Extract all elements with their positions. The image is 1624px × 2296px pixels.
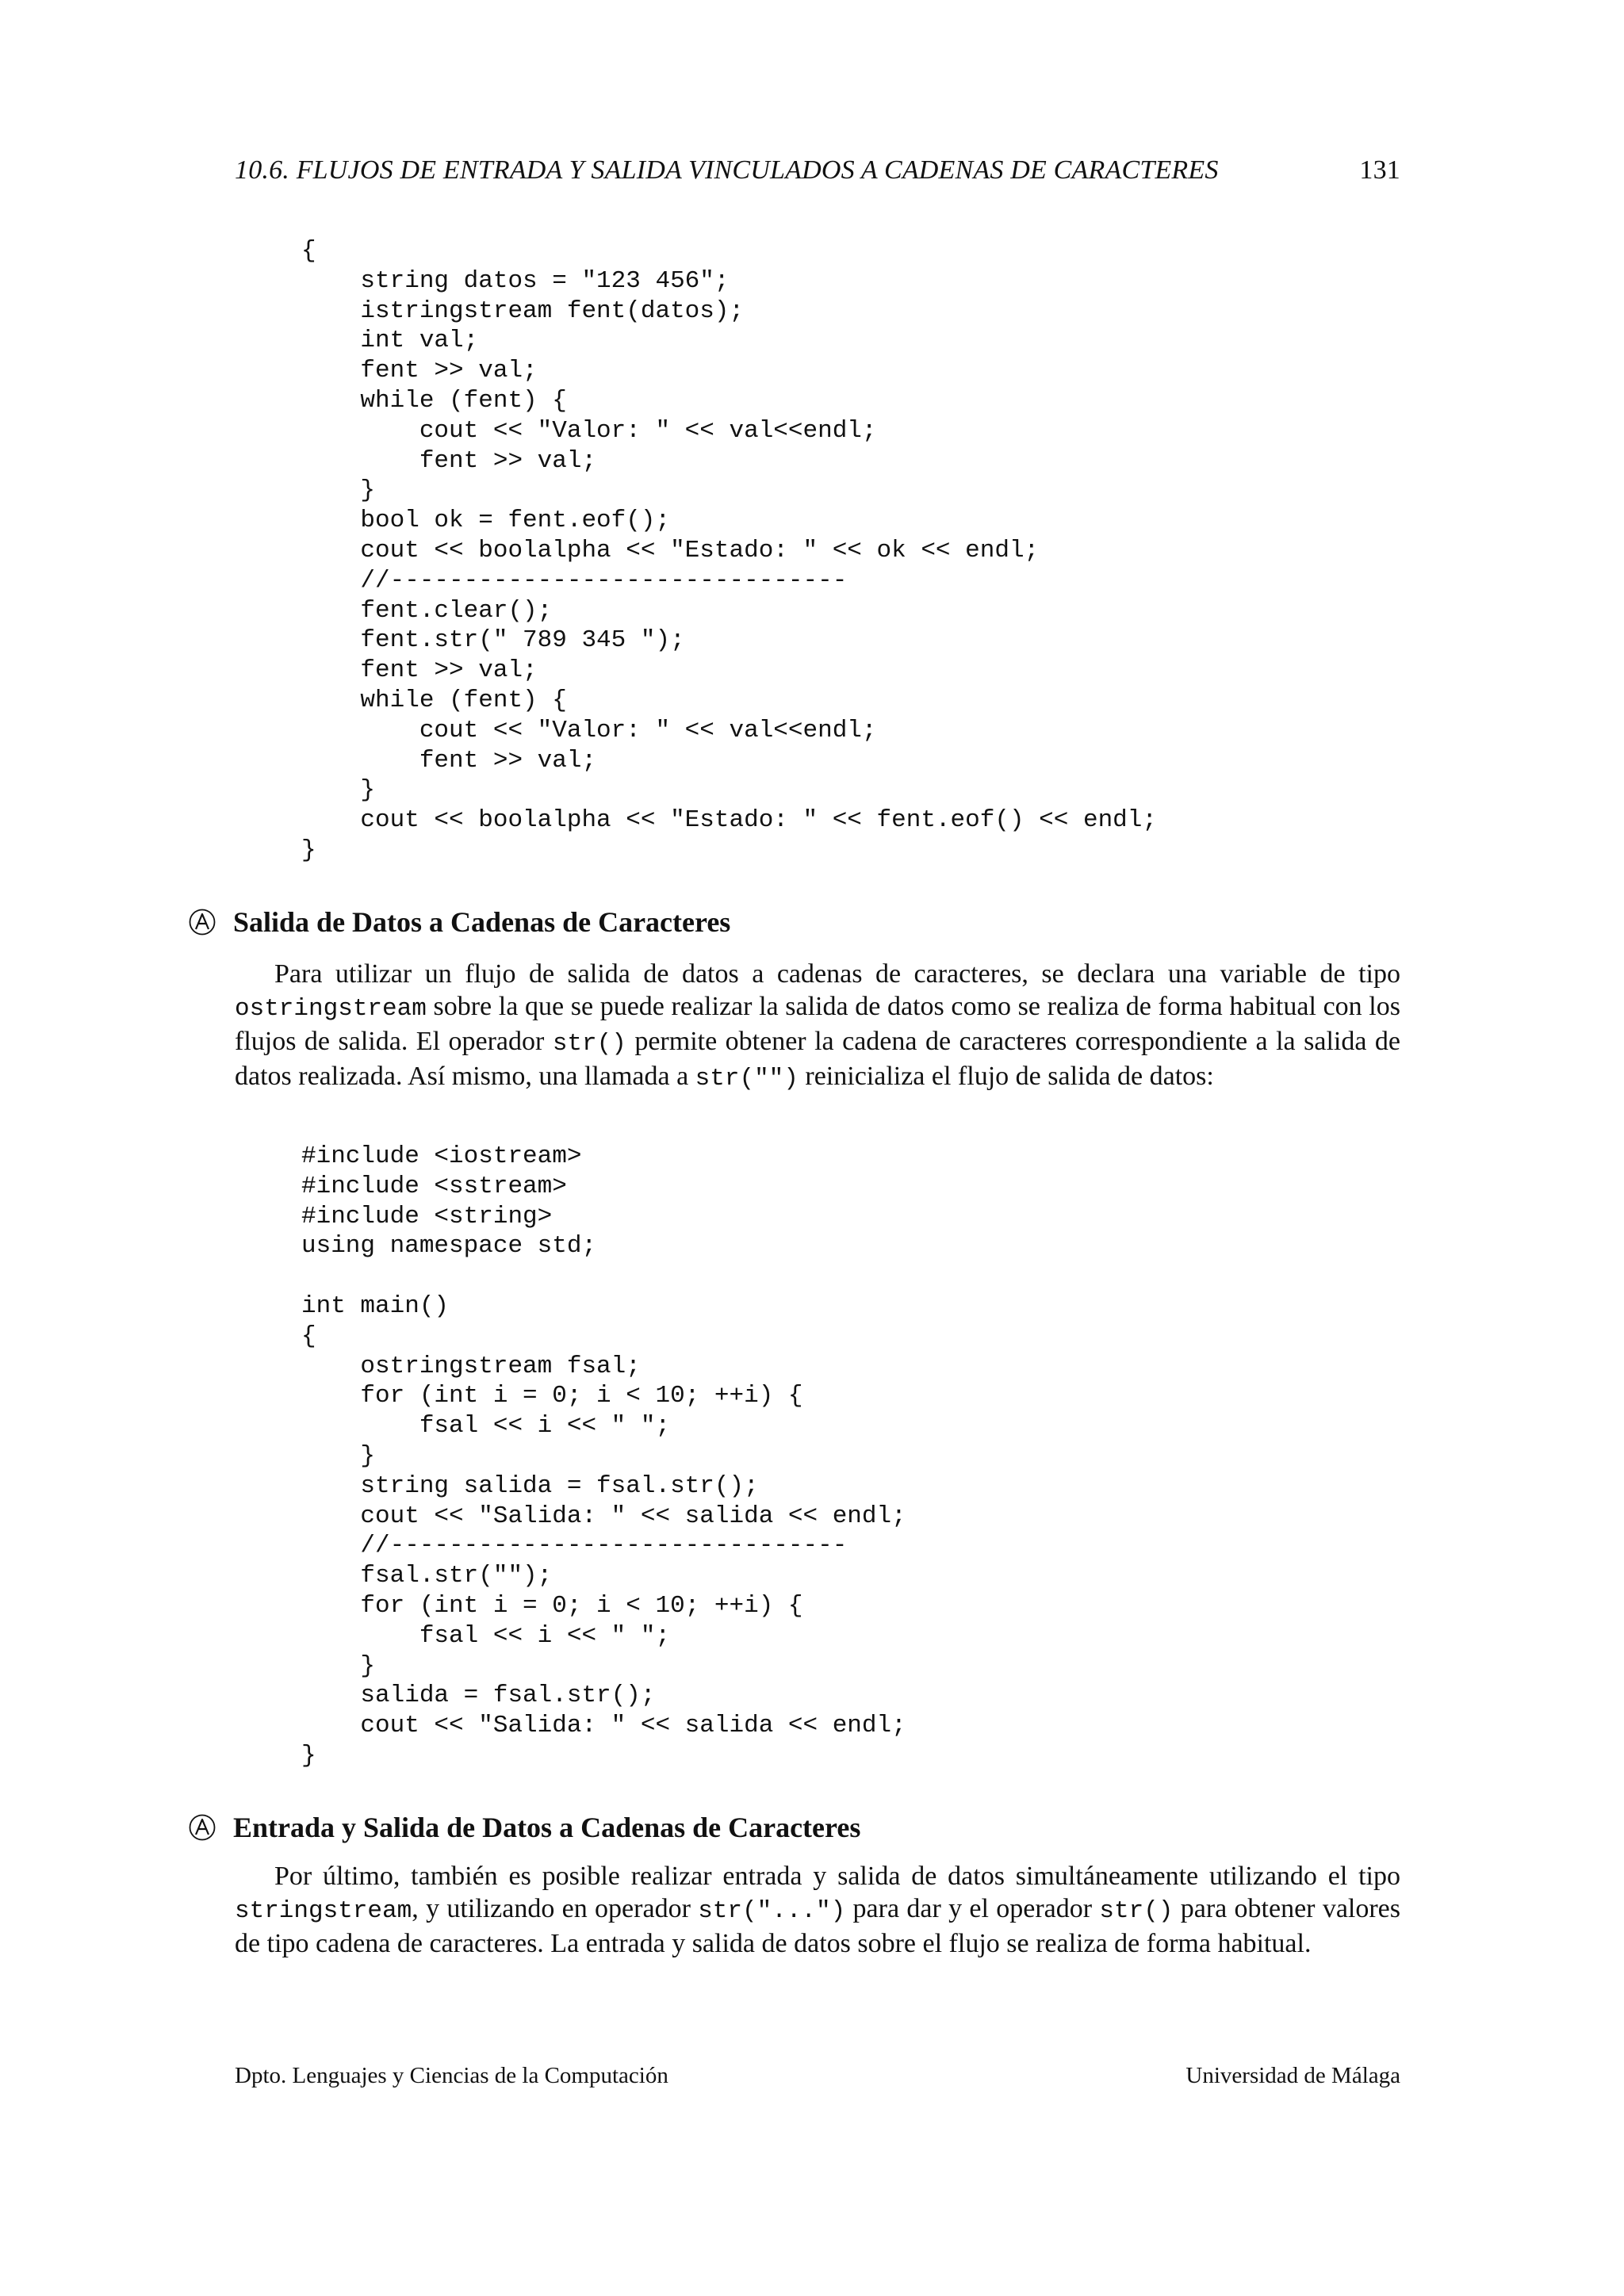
code-block-1: { string datos = "123 456"; istringstream fent(datos); int val; fent >> val; while (fent) { cout << "Valor: " << val<<endl; fent >> val; } bool ok = fent.eof(); cout << boolalpha << "Estado: " << ok << endl; //------------------------------- fent.clear(); fent.str(" 789 345 "); fent >> val; while (fent) { cout << "Valor: " << val<<endl; fent >> val; } cout << boolalpha << "Estado: " << fent.eof() << endl; } <box>301 237 1157 864</box>
inline-code: str() <box>1099 1897 1174 1925</box>
paragraph-text: reinicializa el flujo de salida de datos: <box>798 1062 1214 1091</box>
header-section-title: 10.6. FLUJOS DE ENTRADA Y SALIDA VINCULADOS A CADENAS DE CARACTERES <box>235 155 1219 185</box>
paragraph-text: Por último, también es posible realizar entrada y salida de datos simultáneamente utilizando el tipo <box>274 1862 1400 1891</box>
paragraph-text: para dar y el operador <box>845 1894 1100 1923</box>
section-heading-entrada-salida <box>189 1811 860 1844</box>
page-footer <box>235 2063 1400 2089</box>
paragraph-entrada-salida <box>235 1860 1400 1960</box>
paragraph-text: sobre la que se puede realizar la salida de datos como se realiza de forma habitual con los flujos de salida. El operador <box>235 992 1400 1056</box>
footer-university: Universidad de Málaga <box>1185 2063 1400 2088</box>
circled-a-icon <box>189 909 216 936</box>
page-number: 131 <box>1359 155 1400 185</box>
section-heading-salida <box>189 905 730 939</box>
code-block-2: #include <iostream> #include <sstream> #include <string> using namespace std; int main() { ostringstream fsal; for (int i = 0; i < 10; ++i) { fsal << i << " "; } string salida = fsal.str(); cout << "Salida: " << salida << endl; //------------------------------- fsal.str(""); for (int i = 0; i < 10; ++i) { fsal << i << " "; } salida = fsal.str(); cout << "Salida: " << salida << endl; } <box>301 1142 906 1770</box>
inline-code: ostringstream <box>235 995 427 1023</box>
inline-code: str("...") <box>698 1897 846 1925</box>
circled-a-icon <box>189 1814 216 1841</box>
inline-code: str("") <box>695 1065 799 1093</box>
paragraph-text: para obtener valores de tipo cadena de caracteres. La entrada y salida de datos sobre el flujo se realiza de forma habitual. <box>235 1894 1400 1958</box>
footer-department: Dpto. Lenguajes y Ciencias de la Computación <box>235 2063 668 2088</box>
paragraph-text: , y utilizando en operador <box>412 1894 699 1923</box>
inline-code: str() <box>552 1030 626 1058</box>
section-heading-text: Entrada y Salida de Datos a Cadenas de Caracteres <box>233 1812 861 1843</box>
inline-code: stringstream <box>235 1897 412 1925</box>
paragraph-text: Para utilizar un flujo de salida de datos a cadenas de caracteres, se declara una variable de tipo <box>274 959 1400 989</box>
paragraph-salida <box>235 958 1400 1095</box>
running-header <box>235 155 1400 186</box>
section-heading-text: Salida de Datos a Cadenas de Caracteres <box>233 906 731 938</box>
paragraph-text: permite obtener la cadena de caracteres correspondiente a la salida de datos realizada. Así mismo, una llamada a <box>235 1027 1401 1091</box>
